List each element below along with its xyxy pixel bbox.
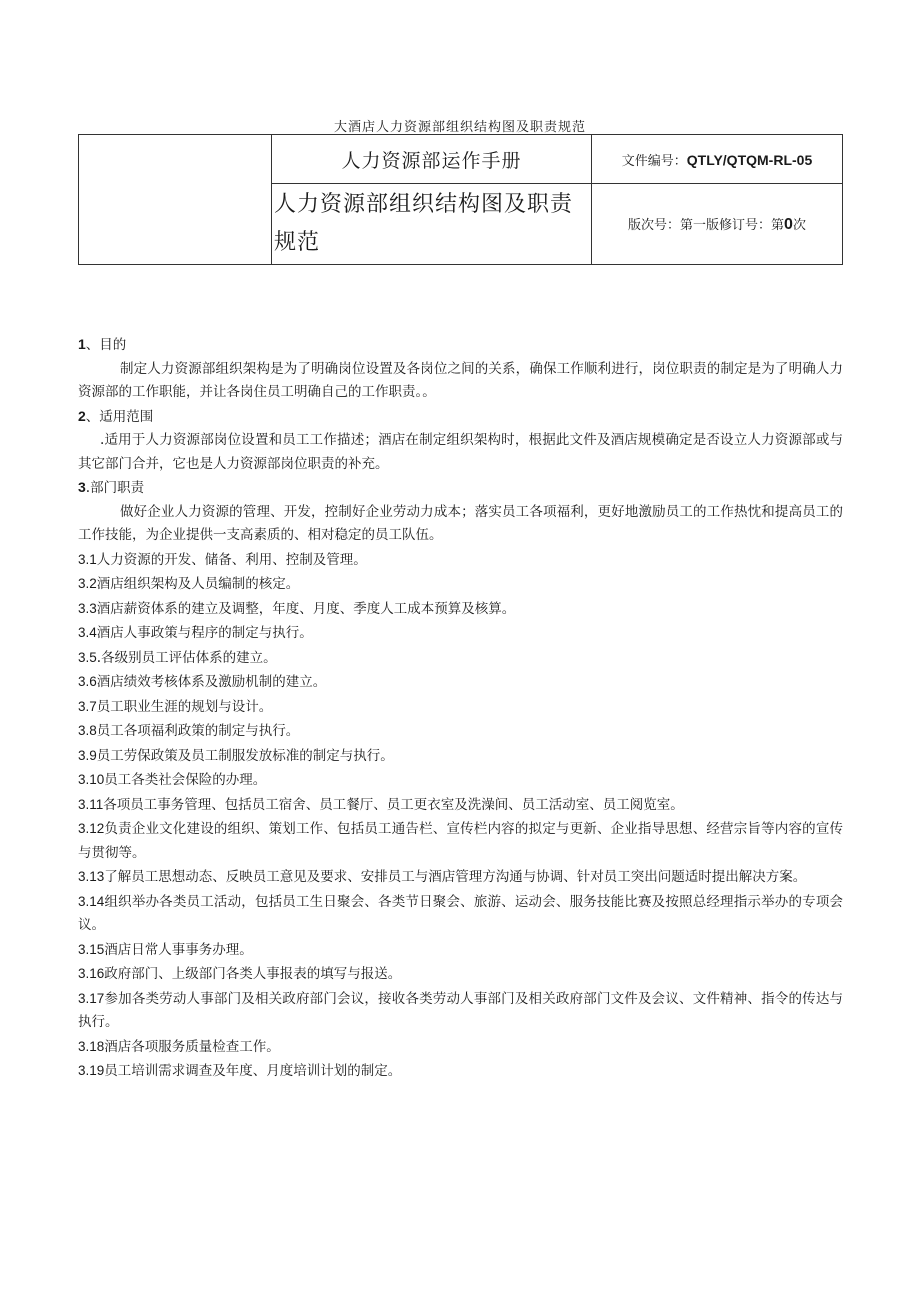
duty-item bbox=[78, 597, 843, 622]
duty-item-text: 参加各类劳动人事部门及相关政府部门会议，接收各类劳动人事部门及相关政府部门文件及会议、文件精神、指令的传达与执行。 bbox=[78, 990, 843, 1030]
duty-item-number: 3.15 bbox=[78, 941, 105, 957]
duty-item-text: 酒店薪资体系的建立及调整，年度、月度、季度人工成本预算及核算。 bbox=[96, 600, 516, 617]
section-2-text: .适用于人力资源部岗位设置和员工工作描述；酒店在制定组织架构时，根据此文件及酒店规模确定是否设立人力资源部或与其它部门合并，它也是人力资源部岗位职责的补充。 bbox=[78, 432, 843, 472]
duty-item bbox=[78, 548, 843, 573]
page-header: 大酒店人力资源部组织结构图及职责规范 bbox=[333, 120, 586, 135]
section-2-heading bbox=[78, 405, 843, 430]
duty-item-text: 酒店绩效考核体系及激励机制的建立。 bbox=[96, 674, 327, 690]
duty-item-number: 3.3 bbox=[78, 600, 97, 616]
section-3-number: 3 bbox=[78, 479, 86, 495]
duty-item-text: 人力资源的开发、储备、利用、控制及管理。 bbox=[96, 551, 367, 568]
section-1-number: 1 bbox=[78, 336, 86, 352]
duty-item bbox=[78, 1059, 843, 1084]
duty-item bbox=[78, 987, 843, 1035]
duty-item-number: 3.4 bbox=[78, 625, 97, 640]
version-number: 0 bbox=[784, 216, 793, 233]
duty-item-text: 各项员工事务管理、包括员工宿舍、员工餐厅、员工更衣室及洗澡间、员工活动室、员工阅览室。 bbox=[103, 796, 684, 813]
duty-item bbox=[78, 670, 843, 695]
duty-item-number: 3.17 bbox=[78, 990, 105, 1006]
version-suffix: 次 bbox=[792, 218, 806, 233]
duty-item-text: 员工职业生涯的规划与设计。 bbox=[96, 698, 273, 715]
duty-item bbox=[78, 768, 843, 793]
section-2-number: 2 bbox=[78, 407, 86, 424]
duty-item-text: 员工培训需求调查及年度、月度培训计划的制定。 bbox=[104, 1063, 402, 1079]
duty-item-number: 3.7 bbox=[78, 698, 97, 714]
duty-item-number: 3.11 bbox=[78, 796, 104, 812]
duty-item bbox=[78, 890, 843, 938]
doc-number-code: QTLY/QTQM-RL-05 bbox=[686, 151, 813, 168]
duty-item-text: 组织举办各类员工活动，包括员工生日聚会、各类节日聚会、旅游、运动会、服务技能比赛及按照总经理指示举办的专项会议。 bbox=[78, 893, 843, 933]
version-label: 版次号：第一版修订号：第 bbox=[628, 218, 785, 233]
section-1-text: 制定人力资源部组织架构是为了明确岗位设置及各岗位之间的关系，确保工作顺利进行，岗位职责的制定是为了明确人力资源部的工作职能，并让各岗住员工明确自己的工作职责。。 bbox=[78, 360, 843, 400]
duty-item-number: 3.9 bbox=[78, 747, 97, 763]
duty-item-text: 酒店各项服务质量检查工作。 bbox=[104, 1038, 280, 1055]
logo-cell bbox=[79, 135, 272, 265]
duty-item-number: 3.13 bbox=[78, 869, 105, 884]
duty-item-number: 3.18 bbox=[78, 1038, 105, 1054]
duty-item-text: 政府部门、上级部门各类人事报表的填写与报送。 bbox=[104, 966, 402, 982]
section-1-heading bbox=[78, 333, 843, 358]
duty-item bbox=[78, 938, 843, 963]
section-3-heading bbox=[78, 476, 843, 501]
doc-number-cell bbox=[592, 135, 843, 184]
section-2-title: 、适用范围 bbox=[85, 408, 154, 425]
document-body bbox=[78, 333, 843, 1084]
duty-item-text: 酒店人事政策与程序的制定与执行。 bbox=[96, 625, 313, 641]
duty-item bbox=[78, 962, 843, 987]
duty-item-text: 员工劳保政策及员工制服发放标准的制定与执行。 bbox=[96, 747, 394, 764]
header-table bbox=[78, 134, 843, 265]
duty-item-number: 3.12 bbox=[78, 821, 105, 836]
section-3-title: .部门职责 bbox=[85, 480, 145, 496]
duty-item bbox=[78, 646, 843, 671]
duty-item-number: 3.19 bbox=[78, 1063, 105, 1078]
duty-item-number: 3.14 bbox=[78, 893, 105, 909]
manual-title: 人力资源部运作手册 bbox=[272, 135, 592, 184]
duty-item-text: 员工各项福利政策的制定与执行。 bbox=[96, 723, 300, 739]
duty-item-number: 3.5 bbox=[78, 649, 97, 665]
section-3-text: 做好企业人力资源的管理、开发，控制好企业劳动力成本；落实员工各项福利，更好地激励员工的工作热忱和提高员工的工作技能，为企业提供一支高素质的、相对稳定的员工队伍。 bbox=[78, 503, 843, 543]
duty-item-number: 3.1 bbox=[78, 551, 97, 567]
duty-item bbox=[78, 865, 843, 890]
duty-item bbox=[78, 572, 843, 597]
duty-item-text: 酒店日常人事事务办理。 bbox=[104, 941, 253, 958]
section-1-title: 、目的 bbox=[85, 337, 127, 353]
duty-item bbox=[78, 1035, 843, 1060]
duty-item-number: 3.8 bbox=[78, 723, 97, 738]
duty-item-text: .各级别员工评估体系的建立。 bbox=[96, 649, 277, 666]
doc-title: 人力资源部组织结构图及职责规范 bbox=[272, 184, 592, 265]
duty-list bbox=[78, 548, 843, 1084]
version-cell bbox=[592, 184, 843, 265]
duty-item-number: 3.16 bbox=[78, 966, 105, 981]
duty-item-text: 员工各类社会保险的办理。 bbox=[104, 772, 267, 788]
duty-item-text: 负责企业文化建设的组织、策划工作、包括员工通告栏、宣传栏内容的拟定与更新、企业指导思想、经营宗旨等内容的宣传与贯彻等。 bbox=[78, 821, 843, 861]
duty-item bbox=[78, 621, 843, 646]
duty-item-text: 酒店组织架构及人员编制的核定。 bbox=[96, 576, 300, 592]
duty-item bbox=[78, 744, 843, 769]
duty-item-number: 3.6 bbox=[78, 674, 97, 689]
duty-item-number: 3.10 bbox=[78, 772, 105, 787]
duty-item bbox=[78, 793, 843, 818]
doc-number-label: 文件编号： bbox=[621, 153, 687, 169]
duty-item bbox=[78, 719, 843, 744]
duty-item bbox=[78, 695, 843, 720]
duty-item-text: 了解员工思想动态、反映员工意见及要求、安排员工与酒店管理方沟通与协调、针对员工突出问题适时提出解决方案。 bbox=[104, 869, 807, 885]
duty-item bbox=[78, 817, 843, 865]
duty-item-number: 3.2 bbox=[78, 576, 97, 591]
